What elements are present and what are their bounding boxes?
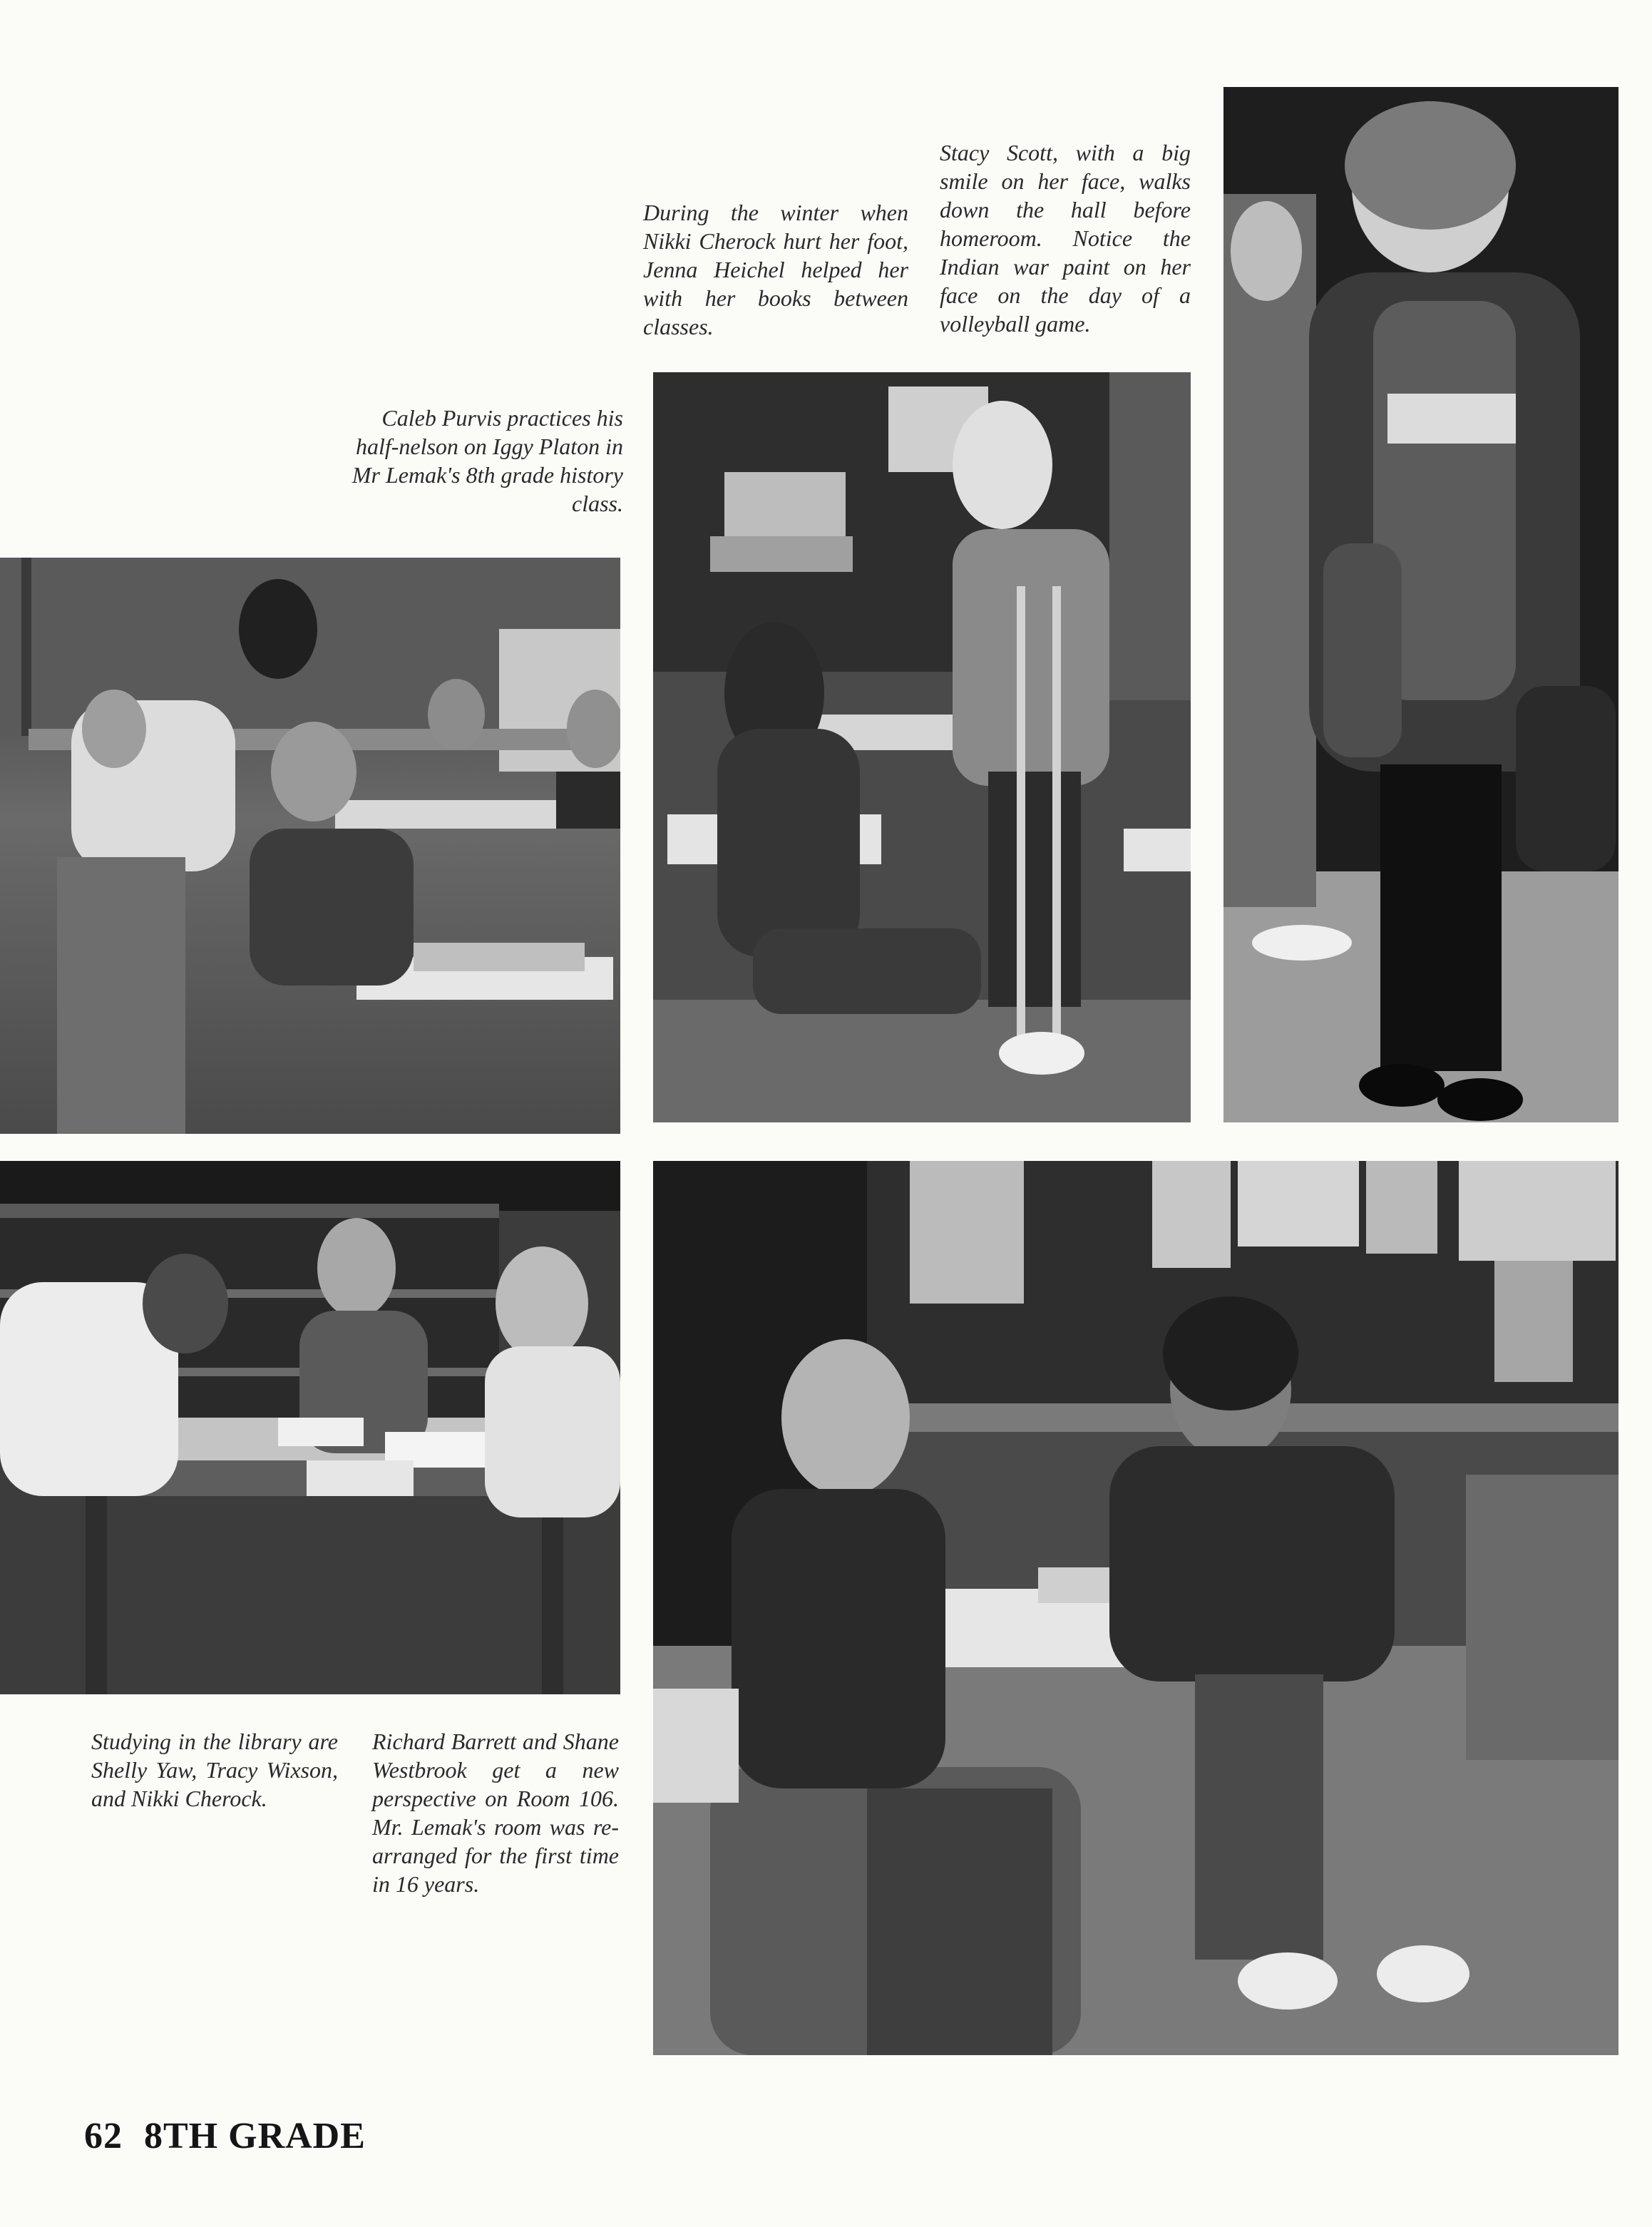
caption-history-class: Caleb Purvis practices his half-nelson on Iggy Platon in Mr Lemak's 8th grade history class.: [352, 405, 623, 516]
caption-crutches: During the winter when Nikki Cherock hurt her foot, Jenna Heichel helped her with her books between classes.: [643, 200, 908, 339]
caption-library: Studying in the library are Shelly Yaw, Tracy Wixson, and Nikki Cherock.: [91, 1729, 338, 1811]
page-footer: [84, 2115, 366, 2157]
photo-history-class: [0, 558, 620, 1134]
section-title: 8TH GRADE: [144, 2116, 366, 2156]
photo-crutches: [653, 372, 1191, 1122]
photo-room-106: [653, 1161, 1618, 2055]
photo-stacy-scott: [1223, 87, 1618, 1122]
page-number: 62: [84, 2116, 123, 2156]
caption-room-106: Richard Barrett and Shane Westbrook get a new perspective on Room 106. Mr. Lemak's room was re-arranged for the first time in 16 years.: [372, 1729, 619, 1897]
caption-stacy-scott: Stacy Scott, with a big smile on her face, walks down the hall before homeroom. Notice the Indian war paint on her face on the day of a volleyball game.: [940, 140, 1191, 337]
photo-library: [0, 1161, 620, 1694]
